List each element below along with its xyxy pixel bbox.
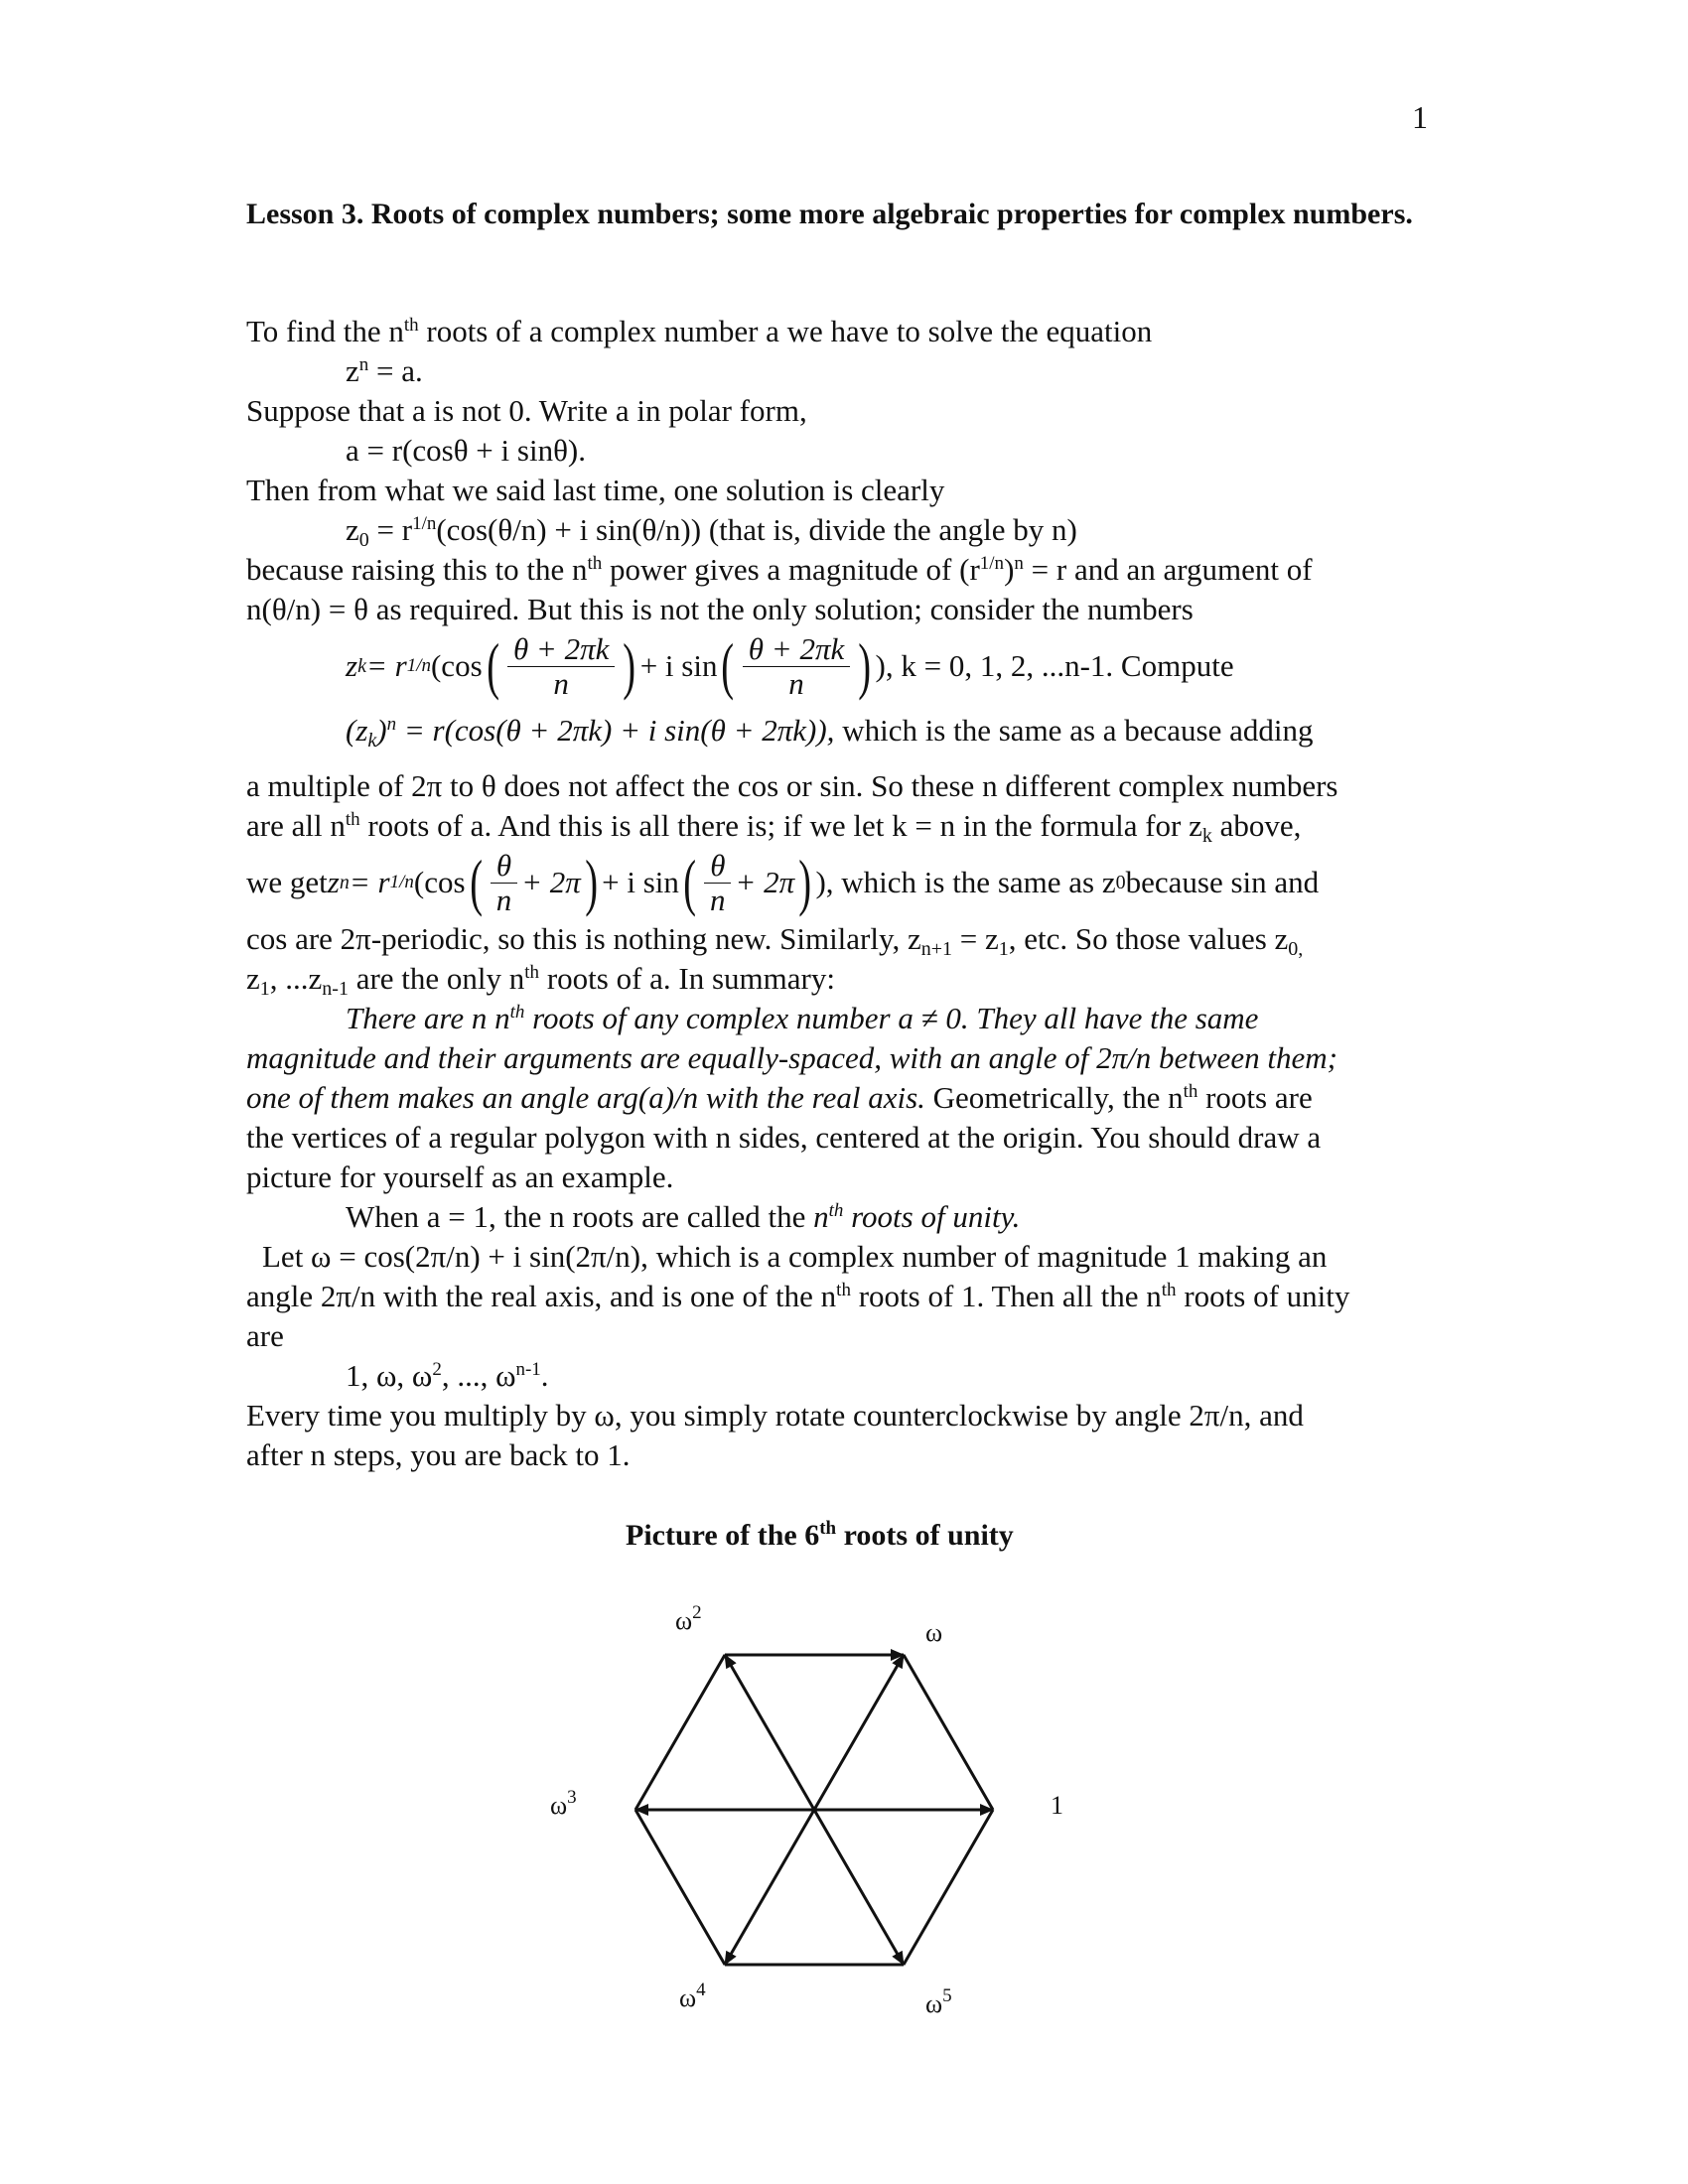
fraction: $\frac{\theta + 2\pi k}{n}$ [507,632,615,701]
summary-line: There are n $n^{th}$ roots of any complex number a ≠ 0. They all have the same [346,1001,1259,1035]
figure-title: Picture of the 6th roots of unity [626,1518,1014,1552]
fraction: $\frac{\theta}{n}$ [704,849,731,917]
fraction: $\frac{\theta + 2\pi k}{n}$ [743,632,850,701]
edge-w3-w4 [635,1810,725,1965]
text-line: $z_1$, $...z_{n-1}$ are the only $n^{th}$ roots of a. In summary: [246,961,835,1000]
summary-line: magnitude and their arguments are equally-spaced, with an angle of 2π/n between them; [246,1040,1337,1075]
label-omega: ω [925,1618,943,1647]
text-line: after n steps, you are back to 1. [246,1437,631,1472]
text-line: Then from what we said last time, one solution is clearly [246,473,945,507]
text-line: Let ω = cos(2π/n) + i sin(2π/n), which is a complex number of magnitude 1 making an [262,1239,1328,1274]
text-line: a multiple of 2π to θ does not affect the cos or sin. So these n different complex numbers [246,768,1338,803]
text-line: To find the $n^{th}$ roots of a complex number a we have to solve the equation [246,314,1153,348]
text-line: cos are 2π-periodic, so this is nothing new. Similarly, $z_{n+1} = z_1$, etc. So those values $z_{0,}$ [246,921,1304,960]
lesson-body [246,312,1458,1475]
label-omega-3: $\omega^3$ [550,1787,577,1820]
edge-w2-w3 [635,1655,725,1810]
lesson-title: Lesson 3. Roots of complex numbers; some more algebraic properties for complex numbers. [246,198,1413,230]
radius-w2 [725,1655,814,1810]
text-line: Suppose that a is not 0. Write a in polar form, [246,393,807,428]
radius-w [814,1655,904,1810]
equation-zk-power: $(z_k)^n = r(\cos(\theta + 2\pi k) + i$ sin(θ + 2πk)), which is the same as a because adding [346,713,1314,751]
text-line: are [246,1318,284,1353]
label-one: 1 [1051,1791,1063,1820]
equation-line: $z^n = a$. [346,353,423,388]
text-line: n(θ/n) = θ as required. But this is not the only solution; consider the numbers [246,592,1194,626]
edge-1-w5 [904,1810,993,1965]
text-line: Every time you multiply by ω, you simply rotate counterclockwise by angle 2π/n, and [246,1398,1304,1433]
text-line: are all $n^{th}$ roots of a. And this is all there is; if we let k = n in the formula for $z_k$ above, [246,808,1302,847]
text-line: When a = 1, the n roots are called the $n^{th}$ roots of unity. [346,1199,1021,1234]
text-line: picture for yourself as an example. [246,1160,674,1194]
equation-zk: z k = r 1/n (cos ( $\frac{\theta + 2\pi k}{n}$ ) + i sin ( $\frac{\theta + 2\pi k}{n}$ ) ), k = 0, 1, 2, ...n-1. Compute [346,630,1234,701]
text-line: because raising this to the $n^{th}$ power gives a magnitude of $(r^{1/n})^n = r$ and an argument of [246,552,1313,587]
hexagon-diagram [536,1578,1092,2035]
page-number: 1 [1412,99,1428,135]
label-omega-2: $\omega^2$ [675,1602,702,1635]
summary-line: one of them makes an angle arg(a)/n with the real axis. Geometrically, the $n^{th}$ roots are [246,1080,1313,1115]
equation-line: $z_0 = r^{1/n}(\cos(\theta/n) + i$ sin(θ/n)) (that is, divide the angle by n) [346,512,1077,551]
text-line: angle 2π/n with the real axis, and is one of the $n^{th}$ roots of 1. Then all the $n^{th}$ roots of unity [246,1279,1350,1313]
equation-line: 1, ω, $\omega^2$, ..., $\omega^{n-1}$. [346,1358,549,1393]
radius-w4 [725,1810,814,1965]
label-omega-5: $\omega^5$ [925,1985,952,2018]
fraction: $\frac{\theta}{n}$ [491,849,517,917]
equation-line: a = r(cosθ + i sinθ). [346,433,587,468]
roots-of-unity-figure [536,1578,1092,2035]
text-line: the vertices of a regular polygon with n sides, centered at the origin. You should draw a [246,1120,1322,1155]
label-omega-4: $\omega^4$ [679,1979,706,2012]
radius-w5 [814,1810,904,1965]
edge-w-1 [904,1655,993,1810]
equation-zn: we get z n = r 1/n (cos ( $\frac{\theta}{n}$ + 2π ) + i sin ( $\frac{\theta}{n}$ + 2π ) ), which is the same as z 0 because sin and [246,847,1320,917]
